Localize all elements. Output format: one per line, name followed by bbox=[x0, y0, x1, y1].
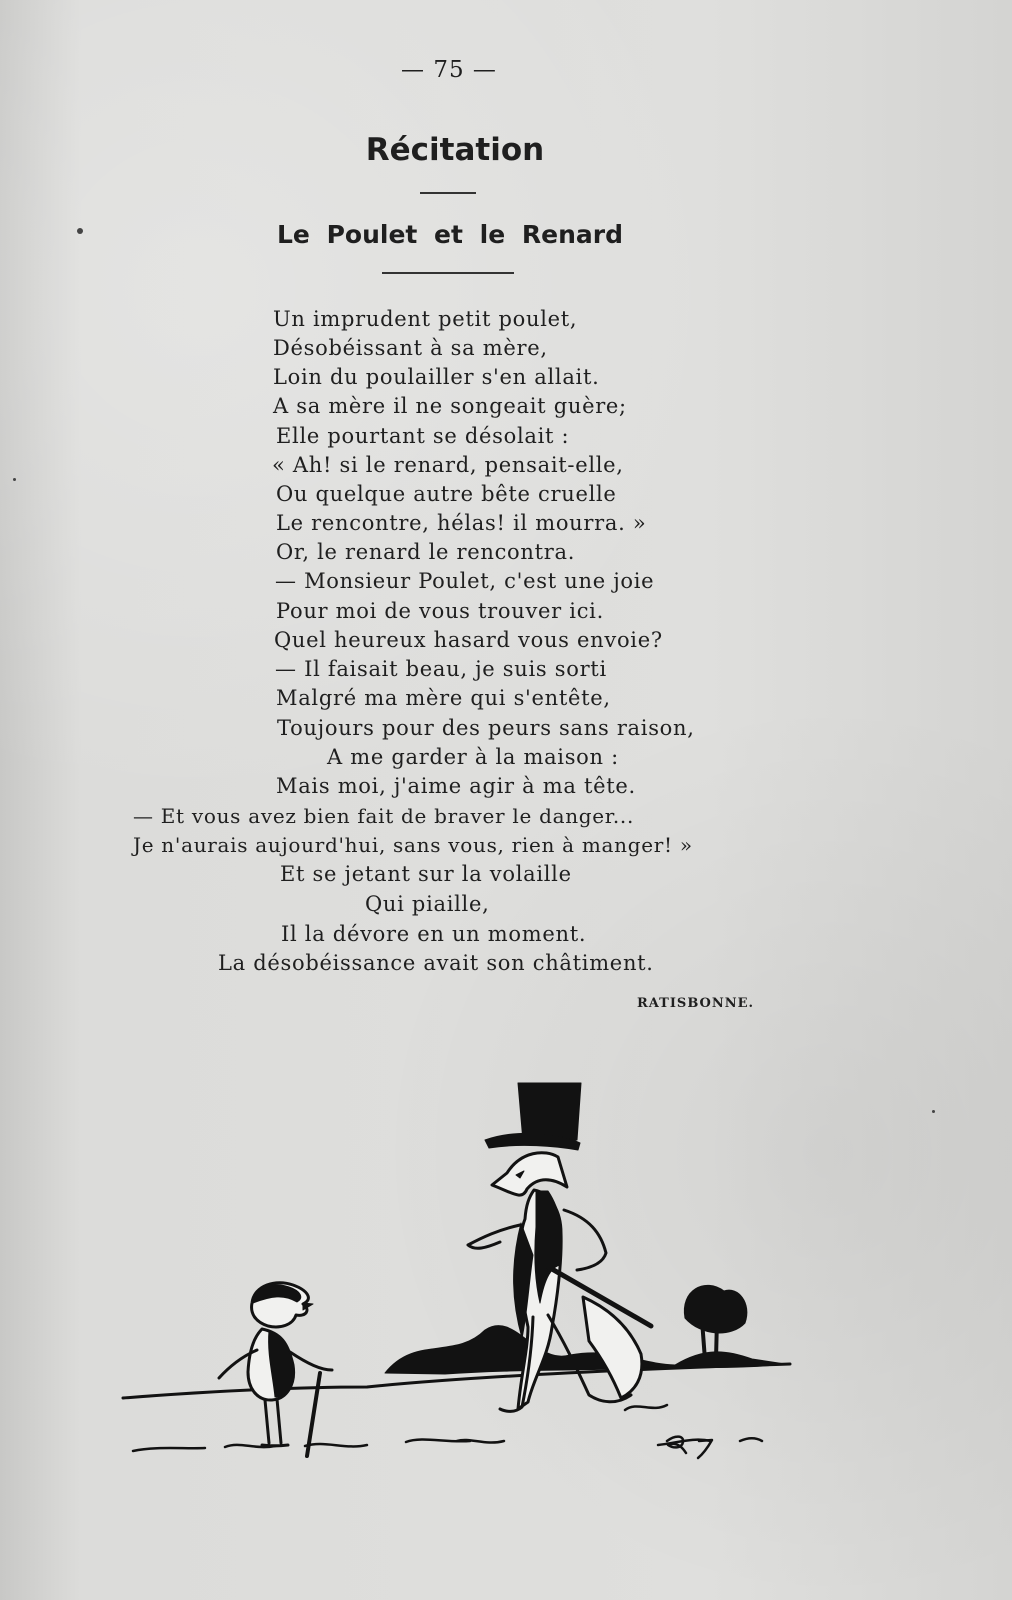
fox-arm bbox=[468, 1225, 520, 1248]
poem-line: Pour moi de vous trouver ici. bbox=[276, 599, 604, 623]
fox-and-chick-illustration bbox=[115, 1065, 805, 1475]
poem-line: « Ah! si le renard, pensait-elle, bbox=[272, 453, 624, 477]
subtitle-divider bbox=[382, 272, 514, 274]
page-title: Récitation bbox=[365, 132, 545, 168]
poem-line: Loin du poulailler s'en allait. bbox=[273, 365, 600, 389]
poem-line: — Il faisait beau, je suis sorti bbox=[275, 657, 607, 681]
poem-line: A sa mère il ne songeait guère; bbox=[273, 394, 627, 418]
page-speck bbox=[13, 478, 16, 481]
poem-line: La désobéissance avait son châtiment. bbox=[218, 951, 654, 975]
fox-hat-crown bbox=[518, 1083, 581, 1141]
poem-line: Le rencontre, hélas! il mourra. » bbox=[276, 511, 647, 535]
poem-line: — Monsieur Poulet, c'est une joie bbox=[275, 569, 655, 593]
poem-line: Je n'aurais aujourd'hui, sans vous, rien à manger! » bbox=[133, 833, 693, 857]
poem-line: Elle pourtant se désolait : bbox=[276, 424, 570, 448]
poem-line: Ou quelque autre bête cruelle bbox=[276, 482, 617, 506]
poem-line: Et se jetant sur la volaille bbox=[280, 862, 572, 886]
poem-title: Le Poulet et le Renard bbox=[276, 220, 623, 249]
author-name: RATISBONNE. bbox=[637, 996, 755, 1011]
fox-head bbox=[492, 1153, 567, 1195]
poem-line: Il la dévore en un moment. bbox=[281, 922, 587, 946]
title-divider bbox=[420, 192, 476, 194]
fox-tail bbox=[583, 1297, 642, 1398]
tree-foliage bbox=[684, 1285, 747, 1333]
page-speck bbox=[932, 1110, 935, 1113]
poem-line: Mais moi, j'aime agir à ma tête. bbox=[276, 774, 636, 798]
poem-line: Toujours pour des peurs sans raison, bbox=[277, 716, 695, 740]
poem-line: — Et vous avez bien fait de braver le danger... bbox=[133, 804, 635, 828]
poem-line: Désobéissant à sa mère, bbox=[273, 336, 548, 360]
fox-arm-right bbox=[564, 1210, 606, 1270]
poem-line: Qui piaille, bbox=[365, 892, 490, 916]
poem-line: Or, le renard le rencontra. bbox=[276, 540, 576, 564]
poem-line: Malgré ma mère qui s'entête, bbox=[276, 686, 611, 710]
poem-line: A me garder à la maison : bbox=[327, 745, 619, 769]
chick-legs bbox=[262, 1399, 288, 1446]
poem-line: Quel heureux hasard vous envoie? bbox=[274, 628, 663, 652]
poem-line: Un imprudent petit poulet, bbox=[273, 307, 578, 331]
page-number: — 75 — bbox=[401, 57, 497, 83]
